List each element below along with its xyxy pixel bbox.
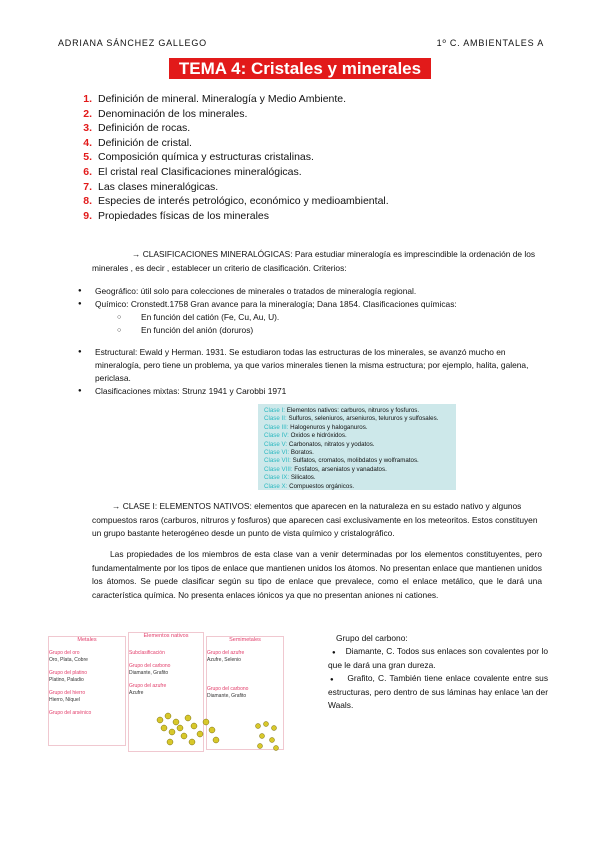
criteria-list-2 <box>78 346 548 398</box>
class-row: Clase X: Compuestos orgánicos. <box>264 482 355 490</box>
list-item: ○ En función del anión (doruros) <box>117 324 548 337</box>
class-row: Clase II: Sulfuros, seleniuros, arseniuros, telururos y sulfosales. <box>264 415 439 423</box>
list-item: 3. Definición de rocas. <box>83 122 191 135</box>
list-item: ● Estructural: Ewald y Herman. 1931. Se estudiaron todas las estructuras de los minerales, se avanzó mucho en mineralogía, pero tiene un problema, ya que varios minerales tienen la misma estructura; por ejemplo, halita, galena, periclasa. <box>78 346 548 385</box>
list-item: 1. Definición de mineral. Mineralogía y Medio Ambiente. <box>83 93 347 105</box>
page-title: TEMA 4: Cristales y minerales <box>169 58 431 79</box>
criteria-list <box>78 285 548 337</box>
crystal-structure-image <box>150 708 230 752</box>
grafito-item: ● Grafito, C. También tiene enlace covalente entre sus estructuras, pero dentro de sus láminas hay enlace \an der Waals. <box>328 672 549 710</box>
list-item: 6. El cristal real Clasificaciones mineralógicas. <box>83 165 302 178</box>
figure-metales: Metales Grupo del oro Oro, Plata, Cobre Grupo del platino Platino, Paladio Grupo del hierro Hierro, Níquel Grupo del arsénico <box>48 636 126 746</box>
list-item: 9. Propiedades físicas de los minerales <box>83 209 270 222</box>
classes-table <box>258 404 456 490</box>
list-item: ● Químico: Cronstedt.1758 Gran avance para la mineralogía; Dana 1854. Clasificaciones químicas: ○ En función del catión (Fe, Cu, Au, U). ○ En función del anión (doruros) <box>78 298 548 337</box>
class-row: Clase I: Elementos nativos: carburos, nitruros y fosfuros. <box>264 407 420 414</box>
intro-paragraph: → CLASIFICACIONES MINERALÓGICAS: Para estudiar mineralogía es imprescindible la ordenación de los minerales , es decir , establecer un criterio de clasificación. Criterios: <box>92 249 536 273</box>
clase1-paragraph: → CLASE I: ELEMENTOS NATIVOS: elementos que aparecen en la naturaleza en su estado nativo y algunos compuestos raros (carburos, nitruros y fosfuros) que aparecen casi exclusivamente en los meteoritos. Estos constituyen un grupo bastante heterogéneo desde un punto de vista químico y cristalográfico. <box>92 501 538 538</box>
list-item: 5. Composición química y estructuras cristalinas. <box>83 151 314 164</box>
class-row: Clase VII: Sulfatos, cromatos, molibdatos y wolframatos. <box>264 457 419 465</box>
list-item: ● Clasificaciones mixtas: Strunz 1941 y Carobbi 1971 <box>78 385 548 398</box>
carbon-group <box>328 632 548 712</box>
class-row: Clase III: Halogenuros y haloganuros. <box>264 423 368 431</box>
header-author: ADRIANA SÁNCHEZ GALLEGO <box>58 38 207 48</box>
header-course: 1º C. AMBIENTALES A <box>436 38 544 48</box>
list-item: ● Geográfico: útil solo para colecciones de minerales o tratados de mineralogía regional. <box>78 285 548 298</box>
figure-semimetales: Semimetales Grupo del azufre Azufre, Selenio Grupo del carbono Diamante, Grafito <box>206 636 284 750</box>
class-row: Clase VIII: Fosfatos, arseniatos y vanadatos. <box>264 465 387 473</box>
topic-list <box>68 92 389 223</box>
list-item: ○ En función del catión (Fe, Cu, Au, U). <box>117 311 548 324</box>
figure-elementos-nativos: Elementos nativos Subclasificación Grupo del carbono Diamante, Grafito Grupo del azufre Azufre <box>128 632 204 752</box>
list-item: 4. Definición de cristal. <box>83 136 192 149</box>
propiedades-paragraph: Las propiedades de los miembros de esta clase van a venir determinadas por los elementos constituyentes, pero fundamentalmente por los tipos de enlace que mantienen unidos los átomos. No presentan enlace que mantienen unidos los átomos. Se puede clasificar según su tipo de enlace que prevalece, como el enlace metálico, que le dará una característica química. No presenta enlaces iónicos ya que no presentan aniones ni cationes. <box>92 549 542 600</box>
list-item: 8. Especies de interés petrológico, económico y medioambiental. <box>83 195 389 208</box>
class-row: Clase VI: Boratos. <box>264 449 314 457</box>
list-item: 7. Las clases mineralógicas. <box>83 180 219 193</box>
diamante-item: ● Diamante, C. Todos sus enlaces son covalentes por lo que le dará una gran dureza. <box>328 645 549 671</box>
class-row: Clase V: Carbonatos, nitratos y yodatos. <box>264 440 375 448</box>
carbon-title: Grupo del carbono: <box>336 633 408 643</box>
crystal-structure-image-2 <box>252 718 284 754</box>
class-row: Clase IV: Oxidos e hidróxidos. <box>264 432 347 440</box>
list-item: 2. Denominación de los minerales. <box>83 107 248 120</box>
class-row: Clase IX: Silicatos. <box>264 474 316 482</box>
